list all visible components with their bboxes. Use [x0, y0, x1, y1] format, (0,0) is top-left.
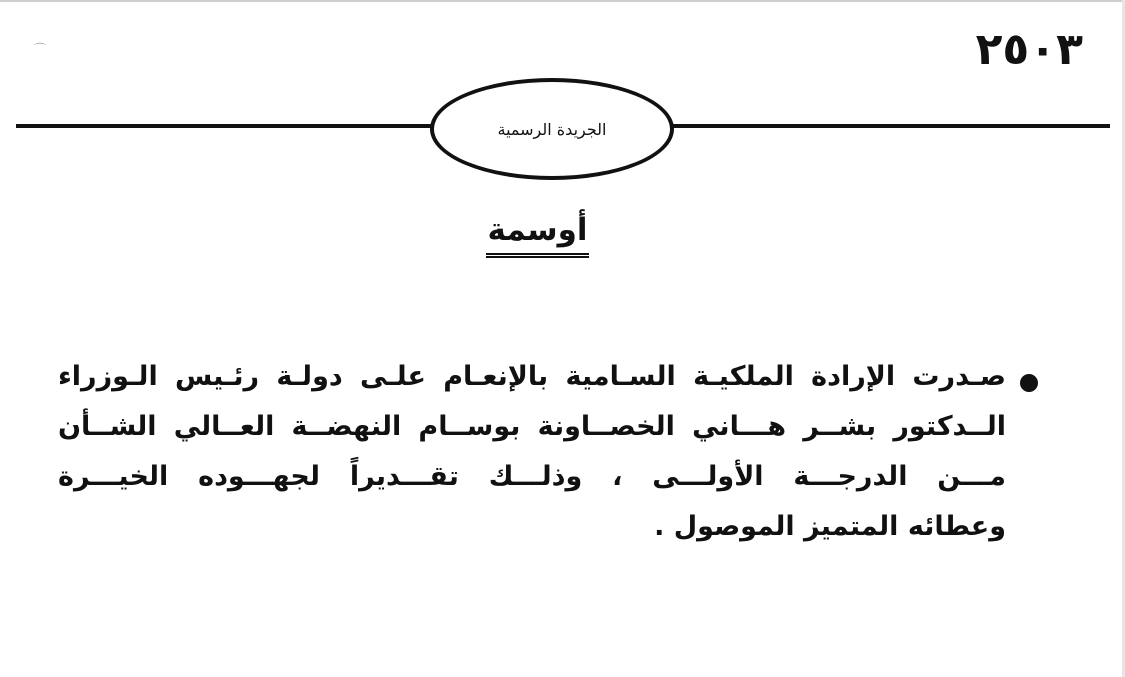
- article-line-1: صـدرت الإرادة الملكيـة السـامية بالإنعـام علـى دولـة رئـيس الـوزراء: [58, 361, 1006, 392]
- masthead-oval: [430, 78, 674, 180]
- header-rule-right: [672, 124, 1110, 128]
- page-number: ٢٥٠٣: [975, 24, 1083, 75]
- section-heading: [0, 212, 1075, 258]
- article-line-3: مـــن الدرجـــة الأولـــى ، وذلـــك تقـــديراً لجهـــوده الخيـــرة: [58, 461, 1006, 492]
- header-rule-left: [16, 124, 432, 128]
- bullet-dot-icon: [1020, 374, 1038, 392]
- scan-top-edge: [0, 0, 1125, 2]
- scan-speck-mark: ⌒: [34, 42, 47, 56]
- article-body: [58, 352, 1038, 552]
- bullet-item: [58, 352, 1038, 552]
- article-line-4: وعطائه المتميز الموصول .: [654, 511, 1006, 542]
- article-paragraph: [58, 352, 1006, 552]
- article-line-2: الــدكتور بشــر هـــاني الخصــاونة بوســام النهضــة العــالي الشــأن: [58, 411, 1006, 442]
- masthead-title: الجريدة الرسمية: [497, 119, 607, 139]
- section-title: أوسمة: [486, 212, 590, 258]
